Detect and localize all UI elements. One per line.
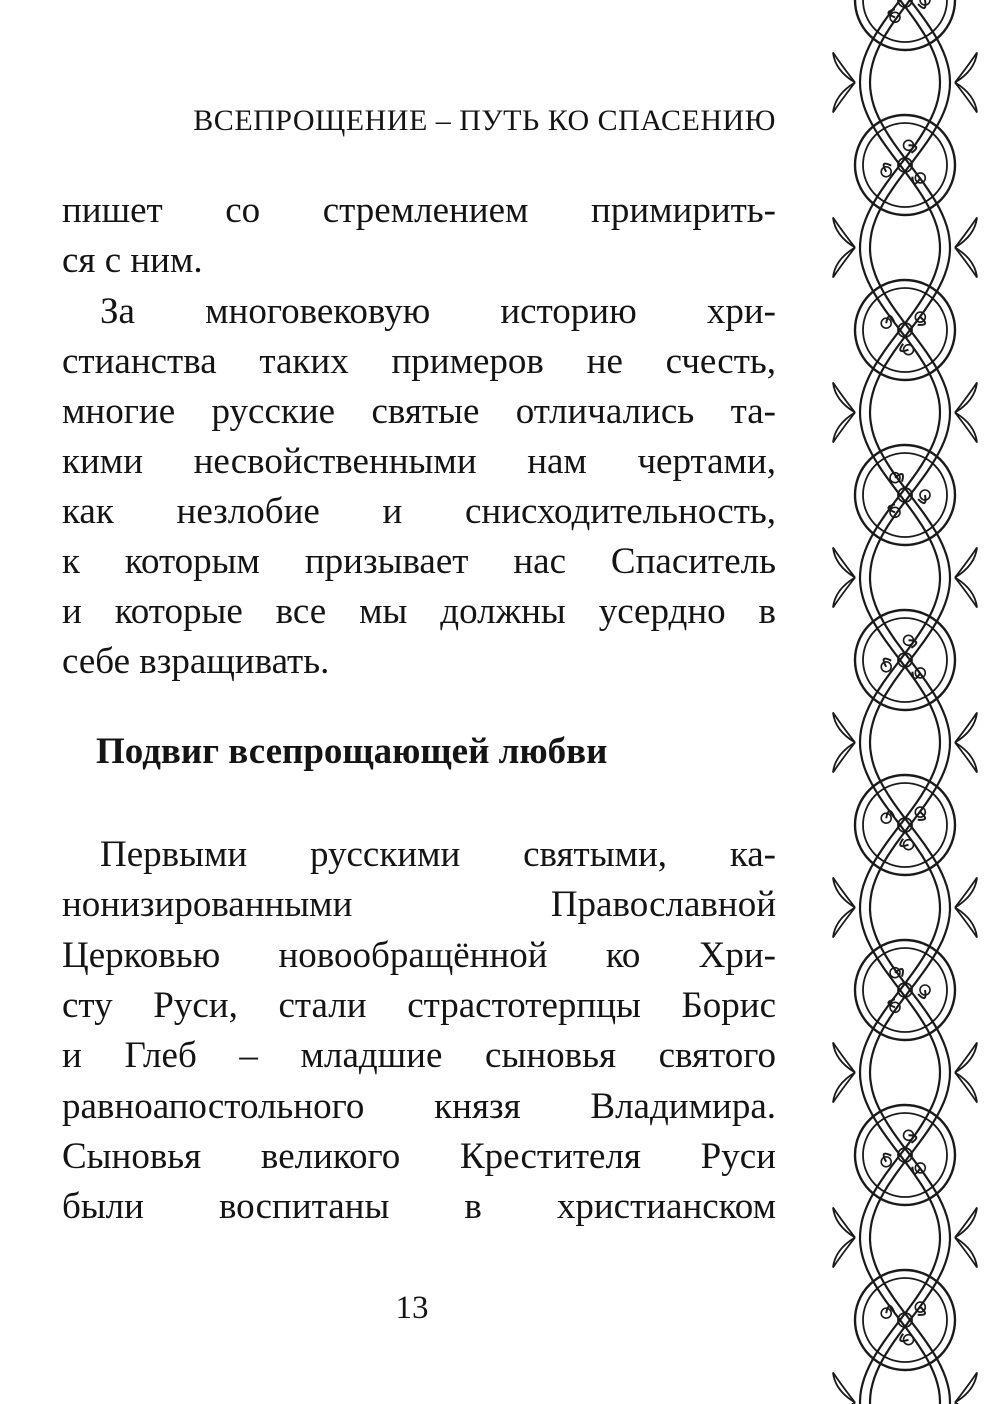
body-line: как незлобие и снисходительность, (62, 491, 776, 532)
body-line: За многовековую историю хри- (100, 291, 776, 332)
body-line: нонизированными Православной (62, 884, 776, 925)
body-line: пишет со стремлением примирить- (62, 190, 776, 231)
section-heading: Подвиг всепрощающей любви (96, 731, 608, 772)
body-line: были воспитаны в христианском (62, 1186, 776, 1227)
body-line: сту Руси, стали страстотерпцы Борис (62, 985, 776, 1026)
page-number: 13 (395, 1290, 429, 1326)
body-line: Сыновья великого Крестителя Руси (62, 1136, 776, 1177)
body-line: стианства таких примеров не счесть, (62, 341, 776, 382)
body-line: к которым призывает нас Спаситель (62, 541, 776, 582)
ornamental-border (832, 0, 978, 1404)
body-line: многие русские святые отличались та- (62, 391, 776, 432)
body-line: ся с ним. (62, 240, 203, 281)
body-line: кими несвойственными нам чертами, (62, 441, 776, 482)
body-line: Церковью новообращённой ко Хри- (62, 935, 776, 976)
body-line: равноапостольного князя Владимира. (62, 1086, 776, 1127)
body-line: и которые все мы должны усердно в (62, 591, 776, 632)
running-header: ВСЕПРОЩЕНИЕ – ПУТЬ КО СПАСЕНИЮ (193, 104, 776, 137)
body-line: и Глеб – младшие сыновья святого (62, 1035, 776, 1076)
body-line: себе взращивать. (62, 641, 330, 682)
body-line: Первыми русскими святыми, ка- (100, 834, 776, 875)
